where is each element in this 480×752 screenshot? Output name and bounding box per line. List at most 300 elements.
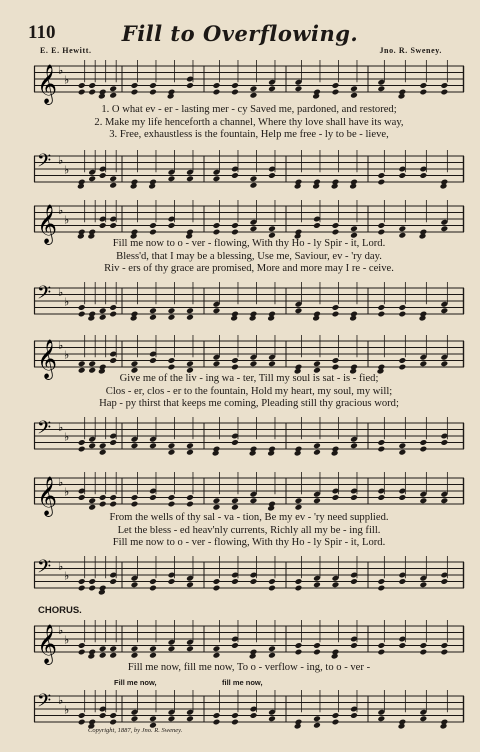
treble-staff: [34, 472, 464, 516]
note-head: [99, 172, 107, 179]
note-head: [168, 449, 176, 456]
bass-staff: [34, 690, 464, 730]
note-head: [78, 642, 86, 649]
note-head: [168, 442, 176, 449]
flat-sign: ♭: [64, 163, 70, 177]
note-head: [168, 501, 176, 508]
note-head: [168, 578, 176, 585]
note-head: [250, 175, 258, 182]
note-head: [313, 449, 321, 456]
note-head: [250, 712, 258, 719]
note-head: [419, 497, 427, 504]
note-head: [231, 439, 239, 446]
flat-sign: ♭: [64, 295, 70, 309]
note-head: [295, 497, 303, 504]
flat-sign: ♭: [58, 203, 64, 217]
note-head: [131, 581, 139, 588]
note-head: [78, 311, 86, 318]
note-head: [332, 179, 340, 186]
lyric-verse-line: Fill me now to o - ver - flowing, With thy Ho - ly Spir - it, Lord.: [112, 238, 386, 249]
note-head: [419, 172, 427, 179]
flat-sign: ♭: [64, 485, 70, 499]
flat-sign: ♭: [64, 569, 70, 583]
note-head: [186, 494, 194, 501]
note-head: [213, 360, 221, 367]
note-head: [231, 712, 239, 719]
note-head: [213, 652, 221, 659]
note-head: [313, 222, 321, 229]
note-head: [332, 229, 340, 236]
note-head: [332, 581, 340, 588]
note-head: [109, 85, 117, 92]
flat-sign: ♭: [58, 338, 64, 352]
note-head: [109, 501, 117, 508]
note-head: [186, 501, 194, 508]
note-head: [231, 719, 239, 726]
note-head: [131, 501, 139, 508]
note-head: [440, 578, 448, 585]
note-head: [231, 89, 239, 96]
note-head: [149, 494, 157, 501]
bass-staff: [34, 556, 464, 596]
note-head: [78, 494, 86, 501]
bass-clef: 𝄢: [37, 691, 52, 716]
note-head: [99, 449, 107, 456]
note-head: [99, 585, 107, 592]
note-head: [377, 85, 385, 92]
flat-sign: ♭: [58, 693, 64, 707]
note-head: [149, 578, 157, 585]
page-number: 110: [28, 22, 56, 43]
note-head: [109, 311, 117, 318]
note-head: [109, 494, 117, 501]
note-head: [99, 494, 107, 501]
lyrics-block: [34, 238, 464, 276]
note-head: [131, 442, 139, 449]
note-head: [268, 85, 276, 92]
note-head: [213, 497, 221, 504]
lyrics-block: [34, 373, 464, 411]
note-head: [231, 311, 239, 318]
lyric-verse-line: 1. O what ev - er - lasting mer - cy Saved me, pardoned, and restored;: [101, 104, 397, 115]
note-head: [186, 581, 194, 588]
note-head: [398, 225, 406, 232]
note-head: [250, 85, 258, 92]
note-head: [109, 712, 117, 719]
note-head: [419, 89, 427, 96]
treble-clef: 𝄞: [37, 64, 58, 104]
note-head: [168, 175, 176, 182]
lyric-verse-line: Riv - ers of thy grace are promised, More and more may I re - ceive.: [104, 263, 394, 274]
copyright-notice: Copyright, 1887, by Jno. R. Sweney.: [88, 727, 183, 734]
note-head: [88, 497, 96, 504]
bass-clef: 𝄢: [37, 418, 52, 443]
note-head: [377, 585, 385, 592]
lyric-verse-line: Let the bless - ed heav'nly currents, Richly all my be - ing fill.: [117, 524, 381, 536]
note-head: [213, 175, 221, 182]
note-head: [250, 446, 258, 453]
note-head: [313, 722, 321, 729]
note-head: [419, 642, 427, 649]
note-head: [99, 364, 107, 371]
lyrics-block: [34, 512, 464, 550]
lyric-verse-line: Bless'd, that I may be a blessing, Use me, Saviour, ev - 'ry day.: [116, 250, 382, 262]
note-head: [377, 439, 385, 446]
note-head: [313, 715, 321, 722]
note-head: [419, 439, 427, 446]
flat-sign: ♭: [64, 633, 70, 647]
note-head: [213, 645, 221, 652]
note-head: [78, 578, 86, 585]
treble-staff: [34, 60, 464, 104]
flat-sign: ♭: [58, 285, 64, 299]
note-head: [231, 642, 239, 649]
note-head: [250, 92, 258, 99]
note-head: [99, 712, 107, 719]
note-head: [231, 172, 239, 179]
note-head: [213, 719, 221, 726]
note-head: [131, 715, 139, 722]
note-head: [250, 360, 258, 367]
note-head: [440, 225, 448, 232]
note-head: [109, 222, 117, 229]
note-head: [99, 501, 107, 508]
note-head: [268, 578, 276, 585]
note-head: [250, 497, 258, 504]
note-head: [109, 182, 117, 189]
note-head: [313, 311, 321, 318]
note-head: [295, 446, 303, 453]
note-head: [268, 715, 276, 722]
note-head: [313, 89, 321, 96]
note-head: [88, 504, 96, 511]
cue-text: Fill me now,: [114, 678, 157, 687]
note-head: [332, 364, 340, 371]
note-head: [168, 364, 176, 371]
flat-sign: ♭: [64, 348, 70, 362]
note-head: [131, 89, 139, 96]
lyric-verse-line: Fill me now to o - ver - flowing, With thy Ho - ly Spir - it, Lord.: [112, 537, 386, 548]
note-head: [398, 172, 406, 179]
note-head: [295, 719, 303, 726]
note-head: [350, 179, 358, 186]
note-head: [88, 175, 96, 182]
note-head: [440, 89, 448, 96]
treble-clef: 𝄞: [37, 624, 58, 664]
note-head: [186, 314, 194, 321]
note-head: [149, 442, 157, 449]
treble-clef: 𝄞: [37, 204, 58, 244]
lyric-verse-line: 3. Free, exhaustless is the fountain, Help me free - ly to be - lieve,: [109, 129, 389, 140]
note-head: [440, 642, 448, 649]
note-head: [440, 649, 448, 656]
note-head: [398, 364, 406, 371]
note-head: [350, 311, 358, 318]
note-head: [88, 360, 96, 367]
note-head: [78, 712, 86, 719]
note-head: [99, 314, 107, 321]
note-head: [332, 649, 340, 656]
note-head: [131, 360, 139, 367]
note-head: [99, 222, 107, 229]
note-head: [313, 360, 321, 367]
note-head: [213, 229, 221, 236]
note-head: [109, 357, 117, 364]
note-head: [350, 85, 358, 92]
note-head: [295, 578, 303, 585]
note-head: [131, 645, 139, 652]
bass-staff: [34, 150, 464, 190]
note-head: [377, 364, 385, 371]
note-head: [419, 82, 427, 89]
note-head: [88, 311, 96, 318]
note-head: [419, 581, 427, 588]
note-head: [332, 89, 340, 96]
flat-sign: ♭: [58, 420, 64, 434]
hymn-title: Fill to Overflowing.: [121, 21, 359, 46]
note-head: [440, 179, 448, 186]
note-head: [149, 715, 157, 722]
bass-staff: [34, 417, 464, 457]
flat-sign: ♭: [58, 153, 64, 167]
note-head: [350, 442, 358, 449]
note-head: [213, 89, 221, 96]
flat-sign: ♭: [58, 623, 64, 637]
note-head: [186, 229, 194, 236]
flat-sign: ♭: [58, 63, 64, 77]
note-head: [109, 652, 117, 659]
note-head: [268, 501, 276, 508]
note-head: [350, 578, 358, 585]
note-head: [268, 172, 276, 179]
note-head: [377, 649, 385, 656]
note-head: [250, 578, 258, 585]
note-head: [131, 311, 139, 318]
note-head: [313, 581, 321, 588]
lyric-verse-line: Clos - er, clos - er to the fountain, Hold my heart, my soul, my will;: [105, 385, 393, 397]
note-head: [377, 715, 385, 722]
note-head: [78, 229, 86, 236]
note-head: [231, 222, 239, 229]
note-head: [109, 439, 117, 446]
note-head: [109, 645, 117, 652]
flat-sign: ♭: [58, 475, 64, 489]
note-head: [168, 89, 176, 96]
flat-sign: ♭: [64, 73, 70, 87]
note-head: [213, 585, 221, 592]
note-head: [332, 719, 340, 726]
bass-clef: 𝄢: [37, 151, 52, 176]
flat-sign: ♭: [64, 430, 70, 444]
note-head: [231, 229, 239, 236]
note-head: [131, 179, 139, 186]
note-head: [398, 442, 406, 449]
note-head: [186, 442, 194, 449]
note-head: [213, 504, 221, 511]
note-head: [231, 82, 239, 89]
note-head: [99, 645, 107, 652]
lyric-verse-line: Give me of the liv - ing wa - ter, Till my soul is sat - is - fied;: [119, 373, 379, 384]
note-head: [295, 649, 303, 656]
note-head: [377, 304, 385, 311]
note-head: [231, 364, 239, 371]
note-head: [419, 715, 427, 722]
note-head: [440, 82, 448, 89]
note-head: [419, 311, 427, 318]
note-head: [350, 92, 358, 99]
note-head: [149, 645, 157, 652]
note-head: [213, 712, 221, 719]
note-head: [332, 494, 340, 501]
note-head: [440, 307, 448, 314]
note-head: [109, 304, 117, 311]
note-head: [295, 585, 303, 592]
note-head: [295, 229, 303, 236]
note-head: [398, 357, 406, 364]
note-head: [313, 497, 321, 504]
note-head: [168, 307, 176, 314]
note-head: [168, 357, 176, 364]
note-head: [213, 307, 221, 314]
note-head: [78, 89, 86, 96]
note-head: [440, 360, 448, 367]
note-head: [131, 229, 139, 236]
note-head: [168, 494, 176, 501]
note-head: [332, 446, 340, 453]
note-head: [78, 446, 86, 453]
note-head: [149, 222, 157, 229]
lyrics-block: [34, 662, 464, 675]
note-head: [131, 82, 139, 89]
chorus-label: CHORUS.: [38, 605, 82, 616]
note-head: [377, 494, 385, 501]
note-head: [78, 439, 86, 446]
note-head: [398, 449, 406, 456]
note-head: [78, 360, 86, 367]
note-head: [149, 307, 157, 314]
treble-staff: [34, 620, 464, 664]
note-head: [332, 304, 340, 311]
note-head: [168, 645, 176, 652]
treble-clef: 𝄞: [37, 339, 58, 379]
note-head: [250, 225, 258, 232]
note-head: [88, 442, 96, 449]
note-head: [131, 494, 139, 501]
note-head: [419, 446, 427, 453]
note-head: [168, 314, 176, 321]
note-head: [88, 649, 96, 656]
note-head: [350, 642, 358, 649]
note-head: [350, 364, 358, 371]
lyric-verse-line: 2. Make my life henceforth a channel, Where thy love shall have its way,: [94, 116, 404, 128]
note-head: [149, 357, 157, 364]
note-head: [398, 719, 406, 726]
note-head: [131, 652, 139, 659]
note-head: [213, 222, 221, 229]
note-head: [295, 179, 303, 186]
cue-text: fill me now,: [222, 678, 263, 687]
note-head: [295, 85, 303, 92]
note-head: [332, 712, 340, 719]
note-head: [231, 504, 239, 511]
note-head: [88, 719, 96, 726]
note-head: [78, 82, 86, 89]
note-head: [88, 82, 96, 89]
note-head: [109, 92, 117, 99]
note-head: [350, 225, 358, 232]
note-head: [313, 649, 321, 656]
note-head: [377, 642, 385, 649]
note-head: [186, 82, 194, 89]
note-head: [377, 311, 385, 318]
note-head: [149, 314, 157, 321]
lyric-chorus-line: Fill me now, fill me now, To o - verflow - ing, to o - ver -: [127, 662, 371, 673]
note-head: [377, 179, 385, 186]
note-head: [377, 446, 385, 453]
note-head: [419, 649, 427, 656]
lyrics-block: [34, 104, 464, 142]
note-head: [149, 179, 157, 186]
composer-credit: Jno. R. Sweney.: [379, 46, 442, 55]
note-head: [350, 712, 358, 719]
note-head: [377, 229, 385, 236]
note-head: [268, 585, 276, 592]
note-head: [398, 89, 406, 96]
note-head: [419, 229, 427, 236]
note-head: [268, 225, 276, 232]
note-head: [78, 719, 86, 726]
note-head: [398, 578, 406, 585]
note-head: [88, 578, 96, 585]
note-head: [78, 304, 86, 311]
note-head: [295, 364, 303, 371]
note-head: [440, 439, 448, 446]
lyricist-credit: E. E. Hewitt.: [40, 46, 92, 55]
note-head: [377, 222, 385, 229]
note-head: [99, 652, 107, 659]
note-head: [149, 82, 157, 89]
note-head: [149, 652, 157, 659]
bass-clef: 𝄢: [37, 557, 52, 582]
bass-clef: 𝄢: [37, 283, 52, 308]
note-head: [350, 494, 358, 501]
note-head: [78, 649, 86, 656]
note-head: [213, 446, 221, 453]
note-head: [88, 89, 96, 96]
note-head: [295, 642, 303, 649]
note-head: [398, 494, 406, 501]
note-head: [231, 578, 239, 585]
note-head: [231, 497, 239, 504]
flat-sign: ♭: [64, 213, 70, 227]
flat-sign: ♭: [64, 703, 70, 717]
note-head: [268, 311, 276, 318]
note-head: [250, 649, 258, 656]
flat-sign: ♭: [58, 559, 64, 573]
note-head: [398, 304, 406, 311]
note-head: [440, 497, 448, 504]
note-head: [231, 357, 239, 364]
note-head: [168, 222, 176, 229]
lyric-verse-line: Hap - py thirst that keeps me coming, Pleading still thy gracious word;: [99, 398, 399, 409]
note-head: [99, 442, 107, 449]
note-head: [88, 229, 96, 236]
note-head: [88, 585, 96, 592]
note-head: [250, 182, 258, 189]
lyric-verse-line: From the wells of thy sal - va - tion, Be my ev - 'ry need supplied.: [109, 512, 389, 523]
note-head: [78, 585, 86, 592]
note-head: [377, 578, 385, 585]
